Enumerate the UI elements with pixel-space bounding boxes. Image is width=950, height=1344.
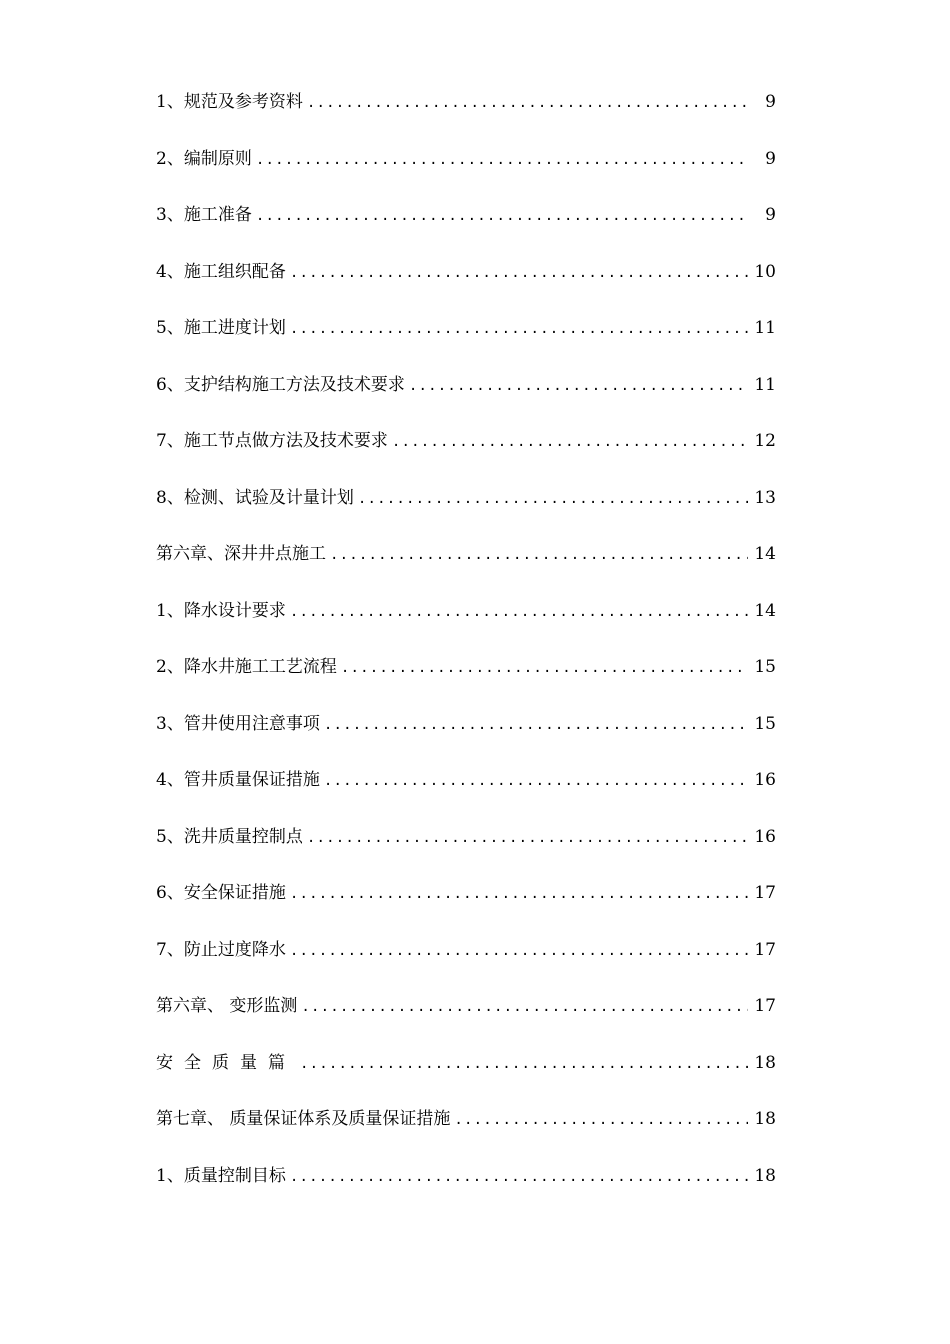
toc-entry-page: 18 (754, 1052, 776, 1073)
toc-leader-dots (454, 1106, 748, 1134)
toc-entry[interactable] (156, 936, 776, 993)
toc-entry-title: 5、施工进度计划 (156, 318, 286, 338)
toc-entry-page: 18 (754, 1165, 776, 1186)
toc-entry-title: 4、施工组织配备 (156, 261, 286, 282)
toc-entry[interactable] (156, 766, 776, 823)
toc-entry-page: 18 (754, 1109, 776, 1129)
toc-entry-title: 8、检测、试验及计量计划 (156, 487, 354, 508)
toc-entry-page: 17 (754, 939, 776, 960)
toc-entry-title: 4、管井质量保证措施 (156, 770, 320, 790)
toc-entry[interactable] (156, 258, 776, 315)
toc-leader-dots (290, 259, 748, 287)
toc-entry-page: 12 (754, 431, 776, 451)
toc-entry-title: 第七章、 质量保证体系及质量保证措施 (156, 1109, 451, 1129)
toc-entry-title: 6、支护结构施工方法及技术要求 (156, 374, 405, 395)
toc-leader-dots (290, 937, 748, 965)
toc-entry-page: 14 (754, 544, 776, 564)
toc-leader-dots (324, 767, 748, 795)
toc-entry[interactable] (156, 823, 776, 880)
toc-entry-page: 15 (754, 657, 776, 677)
toc-leader-dots (256, 146, 748, 174)
toc-entry[interactable] (156, 597, 776, 654)
toc-entry-page: 9 (765, 205, 776, 225)
toc-leader-dots (290, 315, 748, 343)
toc-leader-dots (290, 1163, 748, 1191)
toc-entry[interactable] (156, 371, 776, 428)
toc-entry-page: 9 (765, 148, 776, 169)
toc-leader-dots (307, 89, 748, 117)
toc-entry-title: 1、规范及参考资料 (156, 92, 303, 112)
toc-entry-page: 14 (754, 600, 776, 621)
toc-entry[interactable] (156, 1105, 776, 1162)
toc-entry-page: 16 (754, 770, 776, 790)
toc-entry[interactable] (156, 992, 776, 1049)
toc-entry-page: 17 (754, 883, 776, 903)
toc-leader-dots (290, 880, 748, 908)
toc-entry[interactable] (156, 653, 776, 710)
toc-leader-dots (300, 1050, 748, 1078)
toc-entry-page: 11 (754, 374, 776, 395)
toc-entry-page: 16 (754, 826, 776, 847)
toc-entry-title: 2、编制原则 (156, 148, 252, 169)
toc-entry[interactable] (156, 540, 776, 597)
toc-leader-dots (324, 711, 748, 739)
toc-entry-title: 3、管井使用注意事项 (156, 713, 320, 734)
toc-leader-dots (256, 202, 748, 230)
toc-leader-dots (409, 372, 748, 400)
toc-entry-title: 安全质量篇 (156, 1052, 296, 1073)
table-of-contents (156, 88, 776, 1218)
toc-entry-title: 第六章、深井井点施工 (156, 544, 326, 564)
toc-entry-title: 1、质量控制目标 (156, 1165, 286, 1186)
toc-entry-title: 第六章、 变形监测 (156, 996, 298, 1016)
toc-entry-title: 7、防止过度降水 (156, 939, 286, 960)
toc-entry[interactable] (156, 1162, 776, 1219)
toc-leader-dots (330, 541, 748, 569)
toc-leader-dots (358, 485, 748, 513)
toc-leader-dots (341, 654, 748, 682)
toc-entry[interactable] (156, 427, 776, 484)
toc-leader-dots (307, 824, 748, 852)
toc-leader-dots (392, 428, 748, 456)
toc-entry-page: 15 (754, 713, 776, 734)
toc-entry-title: 1、降水设计要求 (156, 600, 286, 621)
toc-entry[interactable] (156, 201, 776, 258)
toc-entry-title: 6、安全保证措施 (156, 883, 286, 903)
toc-entry-page: 13 (754, 487, 776, 508)
toc-entry-title: 3、施工准备 (156, 205, 252, 225)
toc-entry-page: 17 (754, 996, 776, 1016)
toc-entry-page: 9 (765, 92, 776, 112)
toc-entry-title: 5、洗井质量控制点 (156, 826, 303, 847)
toc-leader-dots (290, 598, 748, 626)
toc-entry[interactable] (156, 879, 776, 936)
toc-entry-title: 7、施工节点做方法及技术要求 (156, 431, 388, 451)
toc-entry[interactable] (156, 484, 776, 541)
toc-entry[interactable] (156, 88, 776, 145)
toc-entry[interactable] (156, 710, 776, 767)
toc-leader-dots (301, 993, 748, 1021)
toc-entry-page: 10 (754, 261, 776, 282)
toc-entry-title: 2、降水井施工工艺流程 (156, 657, 337, 677)
toc-entry-page: 11 (754, 318, 776, 338)
toc-entry[interactable] (156, 1049, 776, 1106)
toc-entry[interactable] (156, 145, 776, 202)
toc-entry[interactable] (156, 314, 776, 371)
